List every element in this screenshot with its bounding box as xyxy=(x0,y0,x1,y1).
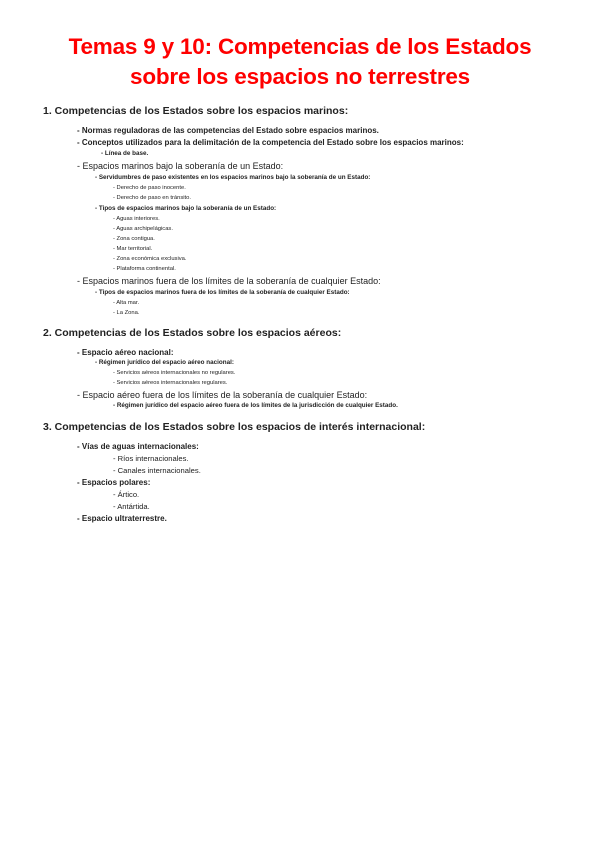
list-item: - Espacio aéreo fuera de los límites de la soberanía de cualquier Estado: xyxy=(77,390,368,400)
list-item: - Canales internacionales. xyxy=(113,466,201,475)
list-item: - Espacio ultraterrestre. xyxy=(77,514,167,523)
list-item: - Aguas interiores. xyxy=(113,216,160,222)
list-item: - Aguas archipelágicas. xyxy=(113,226,173,232)
list-item: - Plataforma continental. xyxy=(113,266,176,272)
list-item: - Derecho de paso en tránsito. xyxy=(113,195,191,201)
list-item: - Tipos de espacios marinos fuera de los límites de la soberanía de cualquier Estado: xyxy=(95,289,350,296)
list-item: - Servidumbres de paso existentes en los espacios marinos bajo la soberanía de un Estado: xyxy=(95,174,371,181)
list-item: - Normas reguladoras de las competencias del Estado sobre espacios marinos. xyxy=(77,126,379,135)
section-1-heading: 1. Competencias de los Estados sobre los espacios marinos: xyxy=(43,105,349,117)
document-title xyxy=(0,32,600,92)
list-item: - Antártida. xyxy=(113,502,150,511)
list-item: - Zona económica exclusiva. xyxy=(113,256,187,262)
list-item: - Ártico. xyxy=(113,490,140,499)
list-item: - Espacios polares: xyxy=(77,478,151,487)
list-item: - Ríos internacionales. xyxy=(113,454,189,463)
list-item: - Régimen jurídico del espacio aéreo fuera de los límites de la jurisdicción de cualquier Estado. xyxy=(113,402,398,409)
list-item: - Vías de aguas internacionales: xyxy=(77,442,199,451)
section-3-heading: 3. Competencias de los Estados sobre los espacios de interés internacional: xyxy=(43,421,426,433)
list-item: - Espacios marinos bajo la soberanía de un Estado: xyxy=(77,161,284,171)
list-item: - Derecho de paso inocente. xyxy=(113,185,186,191)
list-item: - Régimen jurídico del espacio aéreo nacional: xyxy=(95,359,234,366)
list-item: - Mar territorial. xyxy=(113,246,153,252)
list-item: - La Zona. xyxy=(113,310,140,316)
list-item: - Línea de base. xyxy=(101,150,149,157)
list-item: - Espacio aéreo nacional: xyxy=(77,348,174,357)
list-item: - Espacios marinos fuera de los límites de la soberanía de cualquier Estado: xyxy=(77,276,381,286)
list-item: - Tipos de espacios marinos bajo la soberanía de un Estado: xyxy=(95,205,277,212)
list-item: - Servicios aéreos internacionales regulares. xyxy=(113,380,228,386)
list-item: - Alta mar. xyxy=(113,300,140,306)
section-2-heading: 2. Competencias de los Estados sobre los espacios aéreos: xyxy=(43,327,342,339)
title-line-1: Temas 9 y 10: Competencias de los Estados xyxy=(68,34,532,59)
list-item: - Conceptos utilizados para la delimitación de la competencia del Estado sobre los espacios marinos: xyxy=(77,138,464,147)
list-item: - Zona contigua. xyxy=(113,236,155,242)
title-line-2: sobre los espacios no terrestres xyxy=(130,64,470,89)
list-item: - Servicios aéreos internacionales no regulares. xyxy=(113,370,236,376)
